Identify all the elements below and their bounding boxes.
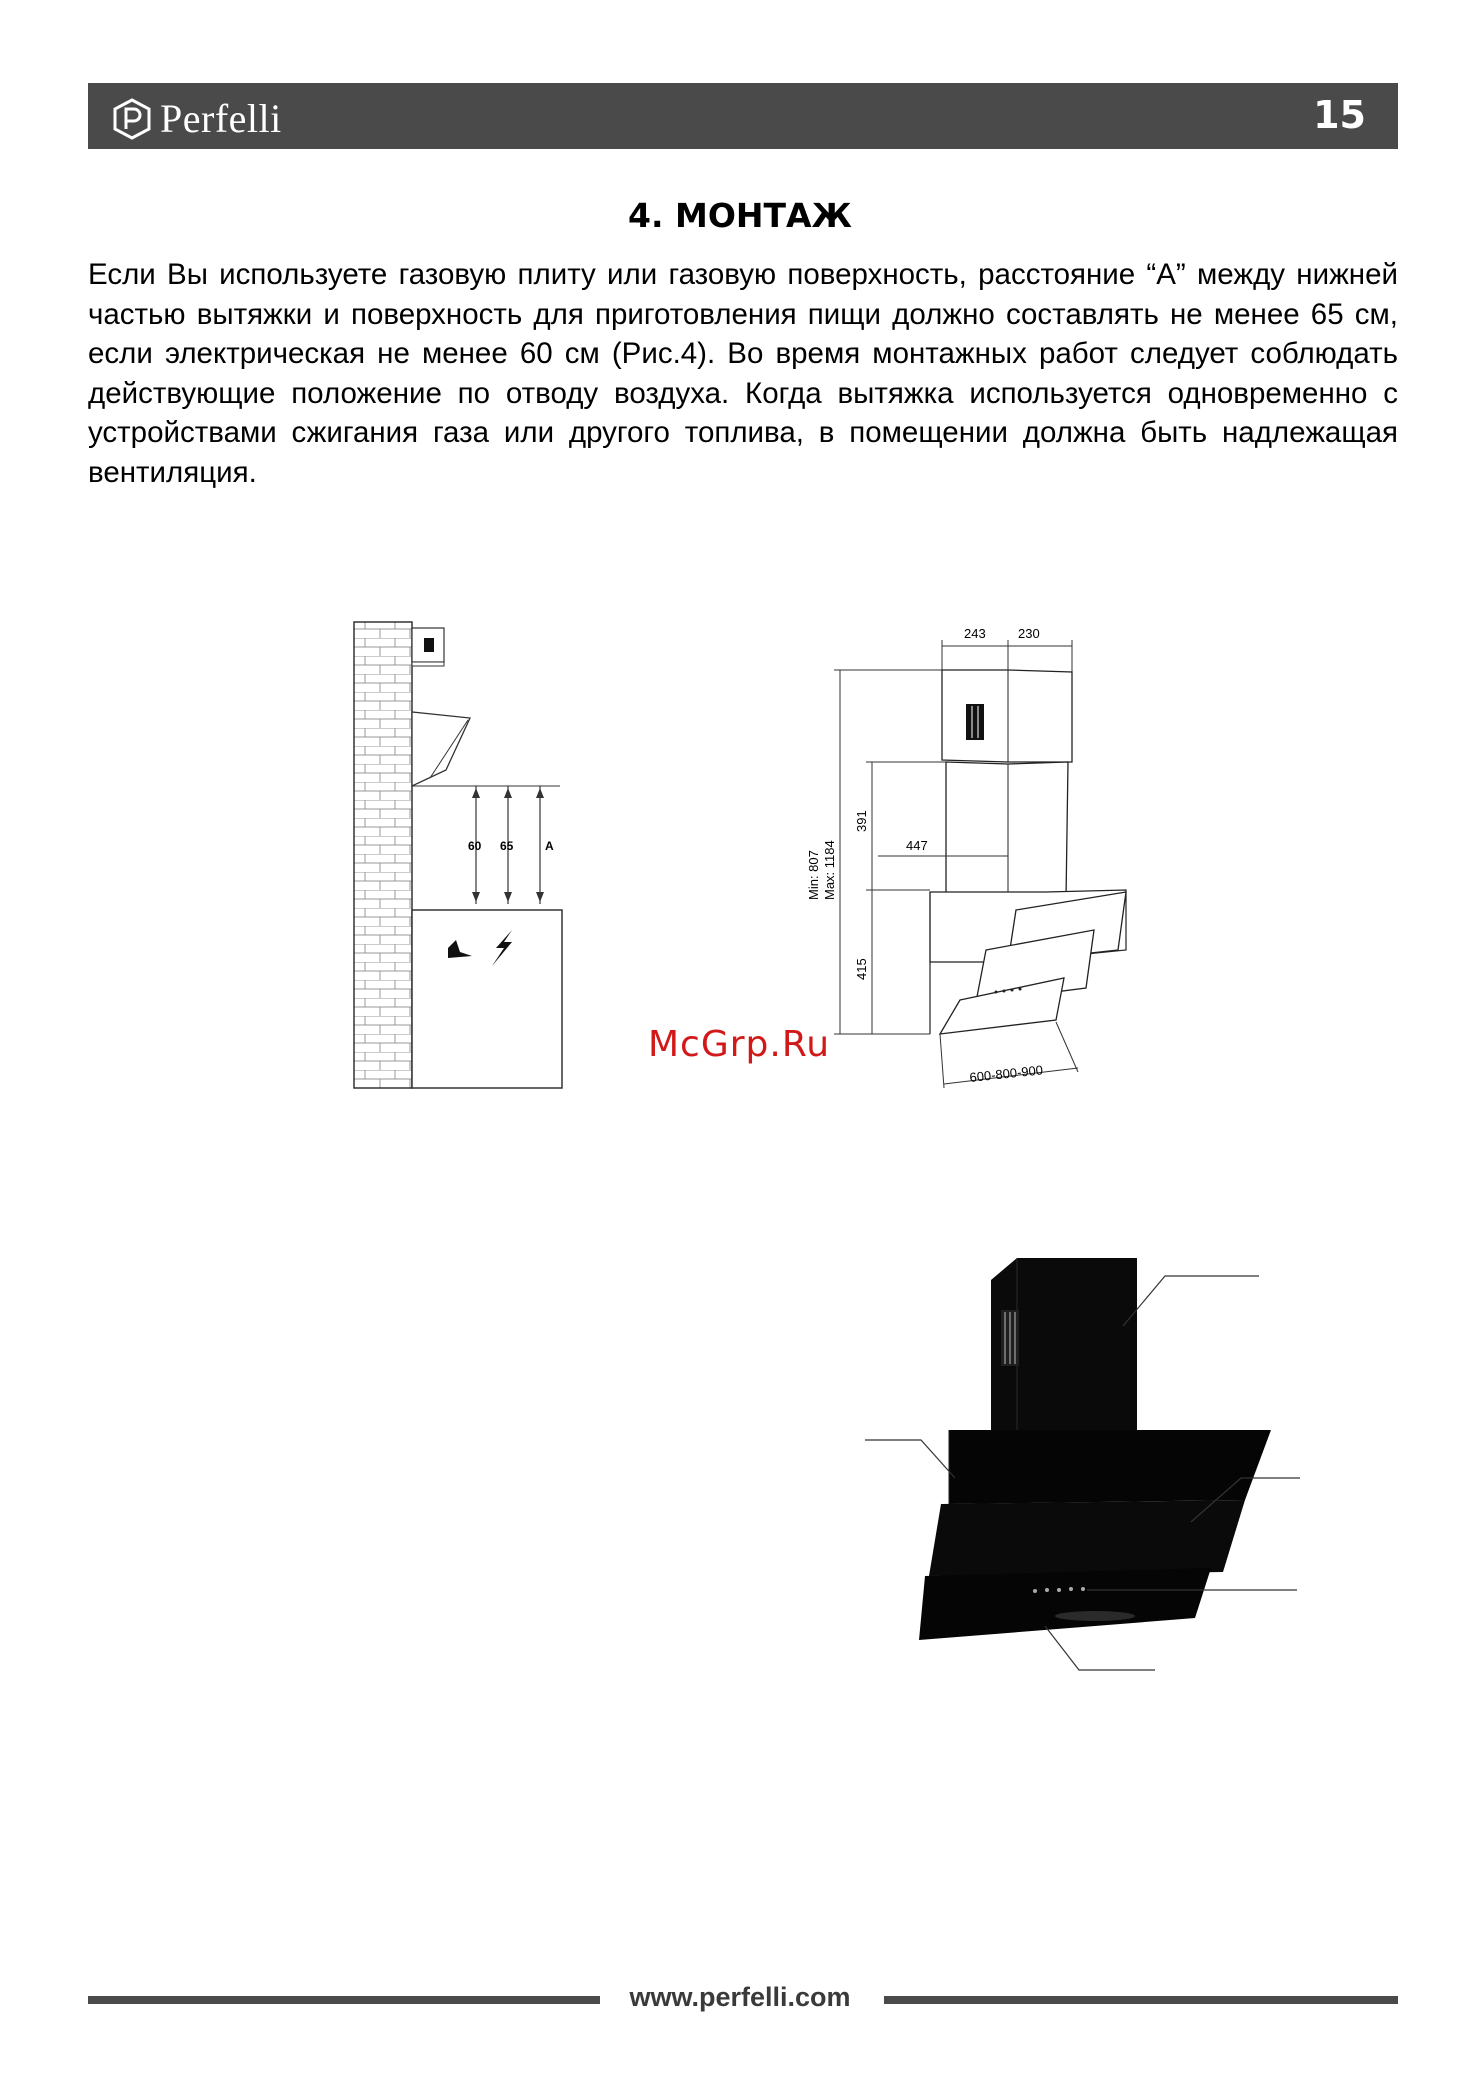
section-paragraph: Если Вы используете газовую плиту или газовую поверхность, расстояние “А” между нижней частью вытяжки и поверхность для приготовления пищи должно составлять не менее 65 см, если электрическая не менее 60 см (Рис.4). Во время монтажных работ следует соблюдать действующие положение по отводу воздуха. Когда вытяжка используется одновременно с устройствами сжигания газа или другого топлива, в помещении должна быть надлежащая вентиляция. <box>88 258 1398 489</box>
dim-depth: 447 <box>906 838 928 853</box>
dim-height-max: Max: 1184 <box>822 840 837 900</box>
perfelli-logo-icon <box>112 98 152 140</box>
dim-top-width: 243 <box>964 626 986 641</box>
hood-parts-illustration <box>865 1250 1300 1690</box>
section-title: 4. МОНТАЖ <box>628 196 852 235</box>
installation-distance-diagram <box>350 620 570 1090</box>
dim-body-height: 415 <box>854 958 869 980</box>
dim-top-depth: 230 <box>1018 626 1040 641</box>
footer-url: www.perfelli.com <box>629 1982 851 2012</box>
brick-wall <box>354 622 412 1088</box>
watermark: McGrp.Ru <box>648 1024 831 1065</box>
dim-distance-a: A <box>545 839 554 853</box>
dim-chimney-upper: 391 <box>854 810 869 832</box>
dimensions-diagram <box>800 610 1130 1110</box>
page-number: 15 <box>1313 93 1366 137</box>
dim-gas: 65 <box>500 839 514 853</box>
leader-line-lower-panel <box>1045 1626 1155 1670</box>
leader-line-top-panel <box>865 1440 955 1478</box>
dim-width-options: 600-800-900 <box>968 1062 1044 1085</box>
brand-logo <box>112 95 282 142</box>
header-bar <box>88 83 1398 149</box>
dim-electric: 60 <box>468 839 482 853</box>
brand-name: Perfelli <box>160 96 282 141</box>
leader-line-chimney <box>1123 1276 1259 1326</box>
dim-height-min: Min: 807 <box>806 850 821 900</box>
